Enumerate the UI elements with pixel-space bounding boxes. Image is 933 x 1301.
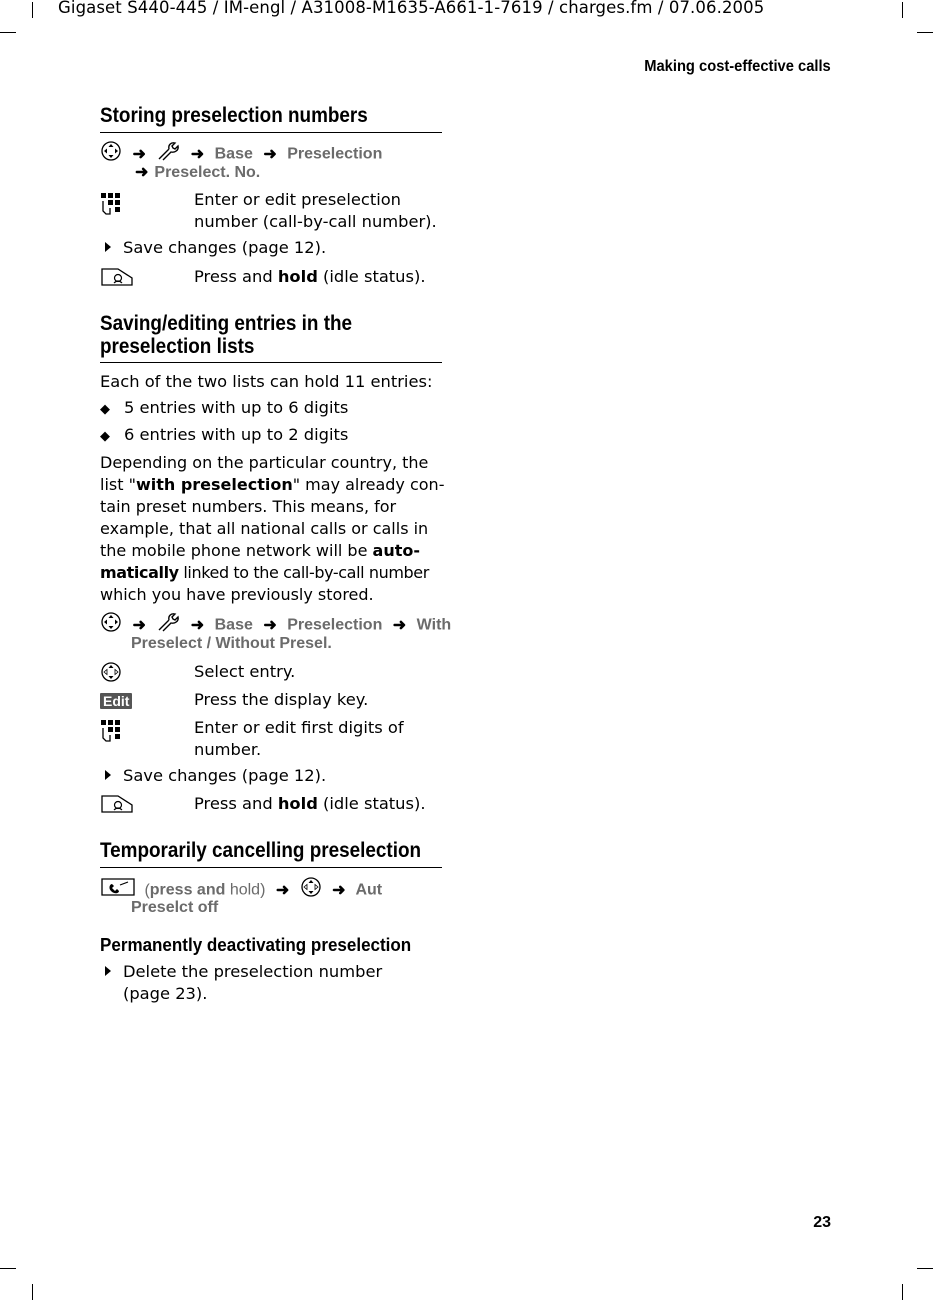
keypad-icon <box>100 192 122 220</box>
instruction-text: Press and hold (idle status). <box>194 794 426 813</box>
document-reference: Gigaset S440-445 / IM-engl / A31008-M1635-A661-1-7619 / charges.fm / 07.06.2005 <box>58 0 765 17</box>
menu-path-item: Preselect. No. <box>154 164 261 181</box>
crop-mark <box>0 1268 16 1269</box>
edit-display-key: Edit <box>100 691 132 710</box>
control-key-icon <box>100 611 122 640</box>
instruction-text: Enter or edit preselection number (call-by-call number). <box>194 190 437 231</box>
menu-path-item: Aut <box>355 881 383 899</box>
section-title: Storing preselection numbers <box>100 104 368 127</box>
menu-path-item: Preselection <box>287 616 383 634</box>
menu-path-item: Preselct off <box>131 899 219 916</box>
menu-path-item: Without Presel. <box>215 635 332 652</box>
instruction-text: Select entry. <box>194 662 296 681</box>
crop-mark <box>902 1284 903 1300</box>
list-item: ◆ 6 entries with up to 2 digits <box>100 425 349 444</box>
crop-mark <box>917 1268 933 1269</box>
intro-text: Each of the two lists can hold 11 entries: <box>100 372 433 391</box>
instruction-text: Enter or edit first digits of number. <box>194 718 404 759</box>
running-header: Making cost-effective calls <box>644 58 831 75</box>
menu-path-item: Base <box>214 616 253 634</box>
end-call-key-icon <box>100 266 134 292</box>
control-key-icon <box>100 661 122 687</box>
divider <box>100 362 442 363</box>
menu-path-item: Preselect <box>131 635 203 652</box>
menu-path: ➜ ➜ Base ➜ Preselection ➜ With <box>100 611 451 640</box>
crop-mark <box>32 2 33 18</box>
subsection-title: Permanently deactivating preselection <box>100 934 412 955</box>
instruction-text: Press the display key. <box>194 690 369 709</box>
control-key-icon <box>100 140 122 169</box>
page-number: 23 <box>813 1214 831 1231</box>
step-item: Save changes (page 12). <box>105 765 326 787</box>
menu-path-cont: ➜ Preselect. No. <box>135 164 261 181</box>
crop-mark <box>32 1284 33 1300</box>
menu-path: (press and hold) ➜ ➜ Aut <box>100 876 382 905</box>
crop-mark <box>902 2 903 18</box>
instruction-text: Press and hold (idle status). <box>194 267 426 286</box>
menu-path: ➜ ➜ Base ➜ Preselection <box>100 140 382 169</box>
control-key-icon <box>300 876 322 905</box>
step-item: Save changes (page 12). <box>105 237 326 259</box>
crop-mark <box>0 32 16 33</box>
divider <box>100 867 442 868</box>
end-call-key-icon <box>100 793 134 819</box>
menu-path-item: Preselection <box>287 145 383 163</box>
menu-path-item: With <box>416 616 452 634</box>
crop-mark <box>917 32 933 33</box>
menu-path-cont <box>131 897 218 919</box>
section-title: Saving/editing entries in the preselection lists <box>100 312 353 358</box>
menu-path-cont: Preselect / Without Presel. <box>131 635 332 652</box>
keypad-icon <box>100 719 122 747</box>
menu-path-item: Base <box>214 145 253 163</box>
paragraph: Depending on the particular country, the list "with preselection" may already con- tain preset numbers. This means, for example, that all national calls or calls in the mobile phone network will be auto- matically linked to the call-by-call number which you have previously stored. <box>100 453 445 604</box>
section-title: Temporarily cancelling preselection <box>100 839 422 862</box>
list-item: ◆ 5 entries with up to 6 digits <box>100 398 349 417</box>
divider <box>100 132 442 133</box>
step-item: Delete the preselection number (page 23). <box>105 961 382 1005</box>
